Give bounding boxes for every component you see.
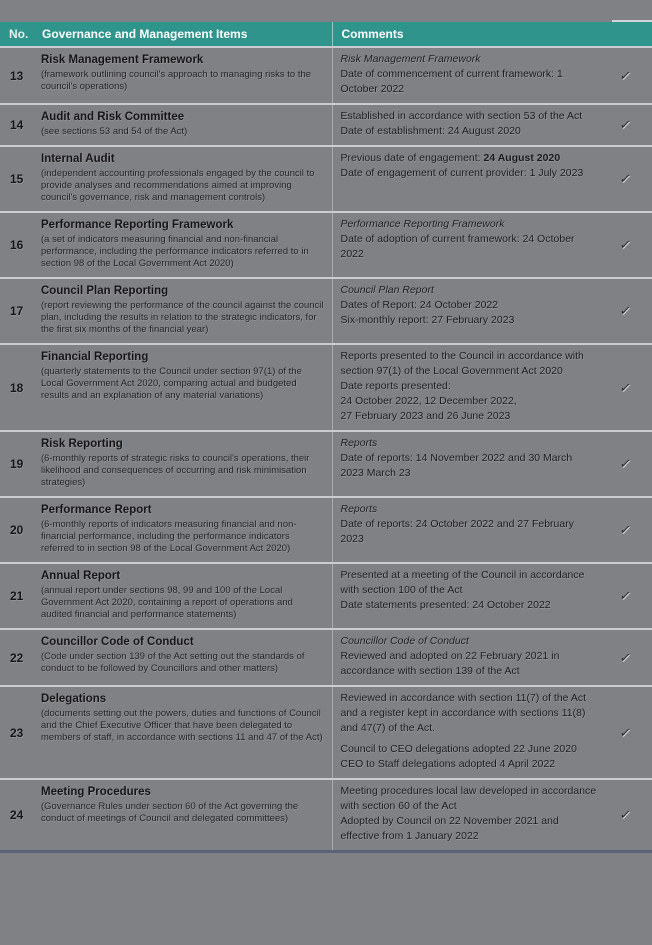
- comment-line: Six-monthly report: 27 February 2023: [340, 314, 515, 326]
- check-cell: [604, 212, 652, 278]
- comment-cell: [332, 104, 604, 146]
- item-cell: [36, 629, 332, 686]
- item-cell: [36, 497, 332, 563]
- item-cell: [36, 779, 332, 852]
- table-row: [0, 563, 652, 629]
- item-title: Risk Reporting: [41, 438, 123, 450]
- comment-cell: [332, 431, 604, 497]
- row-number: 24: [10, 808, 24, 822]
- item-title: Financial Reporting: [41, 351, 149, 363]
- table-row: [0, 779, 652, 852]
- comment-line: Date of engagement of current provider: 1 July 2023: [340, 167, 584, 179]
- item-title: Performance Report: [41, 504, 152, 516]
- row-number: 17: [10, 304, 24, 318]
- comment-cell: [332, 563, 604, 629]
- comment-line: 27 February 2023 and 26 June 2023: [340, 410, 511, 422]
- item-title: Annual Report: [41, 570, 121, 582]
- comment-line: CEO to Staff delegations adopted 4 April 2022: [340, 758, 556, 770]
- check-cell: [604, 344, 652, 431]
- table-body: [0, 47, 652, 852]
- item-description: (6-monthly reports of indicators measuring financial and non-financial performance, including the performance indicators referred to in section 98 of the Local Government Act 2020): [41, 519, 297, 554]
- item-cell: [36, 563, 332, 629]
- comment-line: Adopted by Council on 22 November 2021 and effective from 1 January 2022: [340, 815, 559, 842]
- check-cell: [604, 629, 652, 686]
- row-number: 23: [10, 725, 24, 740]
- item-description: (independent accounting professionals engaged by the council to provide analyses and recommendations aimed at improving council's governance, risk and management controls): [41, 168, 315, 203]
- table-row: [0, 212, 652, 278]
- checkmark-icon: ✓: [618, 303, 633, 318]
- comment-line: Date of reports: 24 October 2022 and 27 February 2023: [340, 518, 574, 545]
- check-cell: [604, 104, 652, 146]
- table-row: [0, 146, 652, 212]
- header-comments: Comments: [332, 22, 604, 47]
- table-row: [0, 629, 652, 686]
- item-description: (report reviewing the performance of the council against the council plan, including the results in relation to the strategic indicators, for the first six months of the financial year): [41, 300, 324, 335]
- table-header: [0, 22, 652, 47]
- item-title: Risk Management Framework: [41, 54, 204, 66]
- check-cell: [604, 779, 652, 852]
- comment-line: Date of establishment: 24 August 2020: [340, 125, 521, 137]
- comment-cell: [332, 212, 604, 278]
- item-description: (quarterly statements to the Council under section 97(1) of the Local Government Act 2020, comparing actual and budgeted results and an explanation of any material variations): [41, 366, 302, 401]
- comment-cell: [332, 686, 604, 779]
- header-check: [604, 22, 652, 47]
- checkmark-icon: ✓: [618, 237, 633, 252]
- comment-line: Council to CEO delegations adopted 22 June 2020: [340, 743, 577, 755]
- comment-line: Date reports presented:: [340, 380, 451, 392]
- checkmark-icon: ✓: [618, 522, 633, 537]
- item-description: (see sections 53 and 54 of the Act): [41, 126, 188, 137]
- item-cell: [36, 686, 332, 779]
- comment-line: 24 October 2022, 12 December 2022,: [340, 395, 517, 407]
- check-cell: [604, 47, 652, 104]
- row-number: 21: [10, 589, 24, 603]
- row-number: 19: [10, 457, 24, 471]
- checkmark-icon: ✓: [618, 67, 633, 83]
- checkmark-icon: ✓: [618, 379, 633, 395]
- row-number: 18: [10, 380, 24, 395]
- comment-line: Council Plan Report: [340, 284, 434, 296]
- row-number: 16: [10, 238, 24, 252]
- comment-line: Date statements presented: 24 October 2022: [340, 599, 551, 611]
- comment-line: Previous date of engagement: 24 August 2020: [340, 152, 561, 164]
- comment-line: Reviewed and adopted on 22 February 2021 in accordance with section 139 of the Act: [340, 650, 560, 677]
- item-cell: [36, 146, 332, 212]
- table-row: [0, 686, 652, 779]
- item-cell: [36, 212, 332, 278]
- item-description: (annual report under sections 98, 99 and 100 of the Local Government Act 2020, containing a report of operations and audited financial and performance statements): [41, 585, 293, 620]
- item-title: Meeting Procedures: [41, 786, 151, 798]
- item-description: (Governance Rules under section 60 of the Act governing the conduct of meetings of Council and delegated committees): [41, 801, 299, 824]
- comment-bold-date: 24 August 2020: [483, 152, 561, 164]
- comment-cell: [332, 629, 604, 686]
- comment-line: Presented at a meeting of the Council in accordance with section 100 of the Act: [340, 569, 585, 596]
- table-row: [0, 104, 652, 146]
- governance-checklist-table: [0, 22, 652, 853]
- table-row: [0, 344, 652, 431]
- checkmark-icon: ✓: [618, 117, 633, 132]
- checkmark-icon: ✓: [618, 456, 633, 471]
- comment-line: Meeting procedures local law developed in accordance with section 60 of the Act: [340, 785, 597, 812]
- table-row: [0, 497, 652, 563]
- row-number: 13: [10, 68, 24, 83]
- checkmark-icon: ✓: [618, 807, 633, 822]
- item-title: Delegations: [41, 693, 107, 705]
- comment-line: Date of adoption of current framework: 24 October 2022: [340, 233, 575, 260]
- checkmark-icon: ✓: [618, 171, 633, 186]
- checkmark-icon: ✓: [618, 649, 633, 665]
- comment-line: Performance Reporting Framework: [340, 218, 505, 230]
- comment-line: Established in accordance with section 53 of the Act: [340, 110, 583, 122]
- item-cell: [36, 104, 332, 146]
- item-title: Internal Audit: [41, 153, 115, 165]
- item-description: (Code under section 139 of the Act setting out the standards of conduct to be followed by Councillors and other matters): [41, 651, 305, 674]
- comment-line: Date of commencement of current framework: 1 October 2022: [340, 68, 563, 95]
- item-cell: [36, 344, 332, 431]
- row-number: 15: [10, 172, 24, 186]
- item-cell: [36, 47, 332, 104]
- row-number: 14: [10, 118, 24, 132]
- check-cell: [604, 278, 652, 344]
- comment-line: Reviewed in accordance with section 11(7) of the Act and a register kept in accordance with sections 11(8) and 47(7) of the Act.: [340, 692, 587, 734]
- comment-line: Reports: [340, 503, 378, 515]
- item-cell: [36, 278, 332, 344]
- comment-cell: [332, 344, 604, 431]
- table-row: [0, 47, 652, 104]
- checkmark-icon: ✓: [618, 724, 633, 740]
- item-cell: [36, 431, 332, 497]
- item-title: Audit and Risk Committee: [41, 111, 185, 123]
- item-title: Councillor Code of Conduct: [41, 636, 194, 648]
- comment-line: Reports presented to the Council in accordance with section 97(1) of the Local Government Act 2020: [340, 350, 584, 377]
- item-description: (6-monthly reports of strategic risks to council's operations, their likelihood and consequences of occurring and risk minimisation strategies): [41, 453, 310, 488]
- check-cell: [604, 563, 652, 629]
- checkmark-icon: ✓: [618, 588, 633, 603]
- table-row: [0, 431, 652, 497]
- comment-cell: [332, 47, 604, 104]
- item-description: (framework outlining council's approach to managing risks to the council's operations): [41, 69, 312, 92]
- item-title: Performance Reporting Framework: [41, 219, 234, 231]
- header-row: [0, 22, 652, 47]
- comment-cell: [332, 146, 604, 212]
- comment-line: Councillor Code of Conduct: [340, 635, 469, 647]
- header-items: Governance and Management Items: [36, 22, 332, 47]
- item-description: (documents setting out the powers, duties and functions of Council and the Chief Executive Officer that have been delegated to members of staff, in accordance with sections 11 and 47 of the Act): [41, 708, 323, 743]
- check-cell: [604, 431, 652, 497]
- comment-cell: [332, 779, 604, 852]
- check-cell: [604, 497, 652, 563]
- row-number: 20: [10, 523, 24, 537]
- comment-cell: [332, 278, 604, 344]
- table-row: [0, 278, 652, 344]
- comment-line: Dates of Report: 24 October 2022: [340, 299, 499, 311]
- header-no: No.: [0, 22, 36, 47]
- row-number: 22: [10, 650, 24, 665]
- check-cell: [604, 686, 652, 779]
- comment-cell: [332, 497, 604, 563]
- comment-line: Risk Management Framework: [340, 53, 481, 65]
- check-cell: [604, 146, 652, 212]
- item-title: Council Plan Reporting: [41, 285, 169, 297]
- comment-line: Reports: [340, 437, 378, 449]
- item-description: (a set of indicators measuring financial and non-financial performance, including the performance indicators referred to in section 98 of the Local Government Act 2020): [41, 234, 309, 269]
- comment-line: Date of reports: 14 November 2022 and 30 March 2023 March 23: [340, 452, 573, 479]
